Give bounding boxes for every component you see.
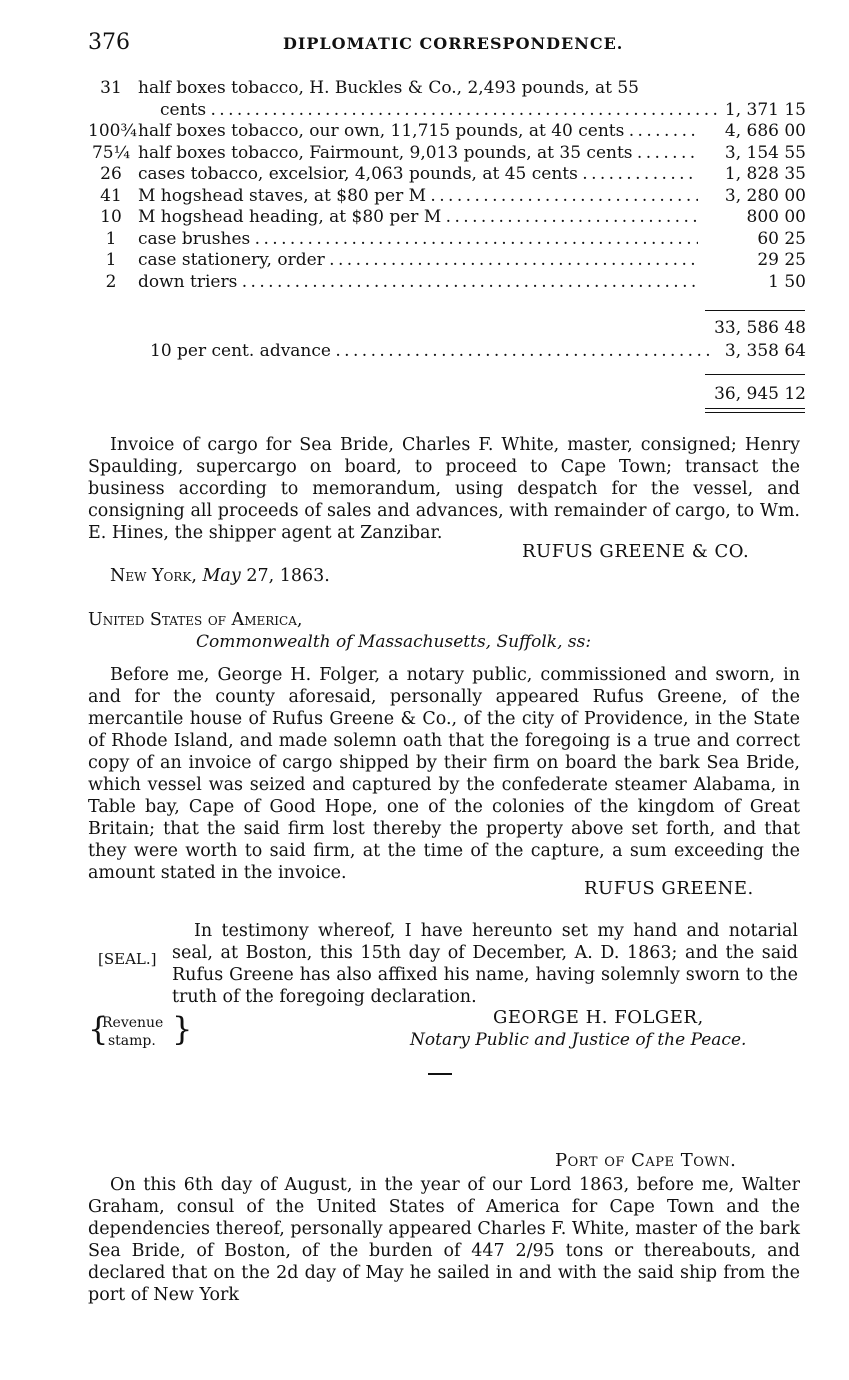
row-desc: half boxes tobacco, our own, 11,715 pounds, at 40 cents . . . [138,121,698,142]
row-desc: M hogshead staves, at $80 per M . . . [138,186,698,207]
section-divider [428,1073,452,1075]
row-qty: 75¼ [91,142,131,163]
right-brace-icon: } [172,1010,193,1048]
row-amount: 800 00 [746,207,806,227]
protest-text: On this 6th day of August, in the year of our Lord 1863, before me, Walter Graham, consul of the United States of America for Cape Town and the dependencies thereof, personally appeared Charles F. White, master of the bark Sea Bride, of Boston, of the burden of 447 2/95 tons or thereabouts, and declared that on the 2d day of May he sailed in and with the said ship from the port of New York [88,1175,800,1305]
dateline-place: New York, [110,566,197,586]
invoice-table [88,78,806,404]
venue-line-1 [88,610,302,630]
venue-line-2: Commonwealth of Massachusetts, Suffolk, ss: [196,632,592,652]
row-qty: 1 [105,250,117,270]
row-desc: case brushes . . . [138,229,698,250]
advance-amount: 3, 358 64 [724,341,806,361]
testimony-text: In testimony whereof, I have hereunto set my hand and notarial seal, at Boston, this 15th day of December, A. D. 1863; and the said Rufus Greene has also affixed his name, having solemnly sworn to the truth of the foregoing declaration. [172,921,798,1007]
left-brace-icon: { [88,1010,109,1048]
row-qty: 10 [100,207,122,227]
stamp-line-1: Revenue [102,1015,164,1031]
seal-label: [SEAL.] [98,950,157,968]
row-desc: case stationery, order . . . [138,250,698,271]
row-amount: 60 25 [757,228,806,249]
total-double-rule [705,408,805,413]
row-qty: 31 [100,78,122,98]
total-amount: 36, 945 12 [714,384,806,404]
row-desc: half boxes tobacco, H. Buckles & Co., 2,493 pounds, at 55 [138,78,639,98]
total-row [88,384,806,406]
total-rule [705,374,805,375]
subtotal-amount: 33, 586 48 [714,318,806,338]
invoice-row [88,229,806,251]
advance-row [88,341,806,363]
invoice-row [88,121,806,143]
dateline-day: 27, 1863. [246,566,330,586]
row-desc: cents . . . [160,100,720,121]
invoice-row [88,164,806,186]
row-qty: 41 [100,185,122,206]
row-desc: M hogshead heading, at $80 per M . . . [138,207,698,228]
row-desc: down triers . . . [138,272,698,293]
page-header [88,30,801,56]
firm-signature: RUFUS GREENE & CO. [522,541,750,562]
venue-country: United States of America, [88,610,303,630]
row-amount: 3, 280 00 [724,185,806,206]
page-number: 376 [88,30,130,55]
row-amount: 3, 154 55 [724,142,806,163]
invoice-row [88,100,806,122]
dateline [110,566,330,586]
port-heading: Port of Cape Town. [555,1150,737,1171]
affiant-signature: RUFUS GREENE. [584,878,754,899]
affidavit-text: Before me, George H. Folger, a notary public, commissioned and sworn, in and for the county aforesaid, personally appeared Rufus Greene, of the mercantile house of Rufus Greene & Co., of the city of Providence, in the State of Rhode Island, and made solemn oath that the foregoing is a true and correct copy of an invoice of cargo shipped by their firm on board the bark Sea Bride, which vessel was seized and captured by the confederate steamer Alabama, in Table bay, Cape of Good Hope, one of the colonies of the kingdom of Great Britain; that the said firm lost thereby the property above set forth, and that they were worth to said firm, at the time of the capture, a sum exceeding the amount stated in the invoice. [88,665,800,883]
row-qty: 26 [100,164,122,184]
subtotal-row [88,318,806,340]
row-amount: 4, 686 00 [724,121,806,141]
stamp-line-2: stamp. [108,1033,156,1049]
row-amount: 1, 371 15 [724,99,806,120]
subtotal-rule [705,310,805,311]
row-amount: 1 50 [768,271,806,292]
invoice-row [88,250,806,272]
row-amount: 1, 828 35 [724,164,806,184]
notary-title: Notary Public and Justice of the Peace. [410,1030,747,1050]
invoice-row [88,186,806,208]
row-qty: 100¾ [88,121,137,141]
invoice-row [88,143,806,165]
running-title: DIPLOMATIC CORRESPONDENCE. [283,34,624,53]
row-desc: half boxes tobacco, Fairmount, 9,013 pounds, at 35 cents . . . [138,143,698,164]
invoice-row [88,78,806,100]
dateline-month: May [202,566,241,586]
row-qty: 1 [105,228,117,249]
invoice-row [88,207,806,229]
row-qty: 2 [105,271,117,292]
row-desc: cases tobacco, excelsior, 4,063 pounds, at 45 cents . . . [138,164,698,185]
invoice-row [88,272,806,294]
advance-label: 10 per cent. advance . . . [150,341,710,362]
invoice-note: Invoice of cargo for Sea Bride, Charles F. White, master, consigned; Henry Spaulding, supercargo on board, to proceed to Cape Town; transact the business according to memorandum, using despatch for the vessel, and consigning all proceeds of sales and advances, with remainder of cargo, to Wm. E. Hines, the shipper agent at Zanzibar. [88,435,800,543]
row-amount: 29 25 [757,250,806,270]
notary-name: GEORGE H. FOLGER, [493,1007,704,1028]
